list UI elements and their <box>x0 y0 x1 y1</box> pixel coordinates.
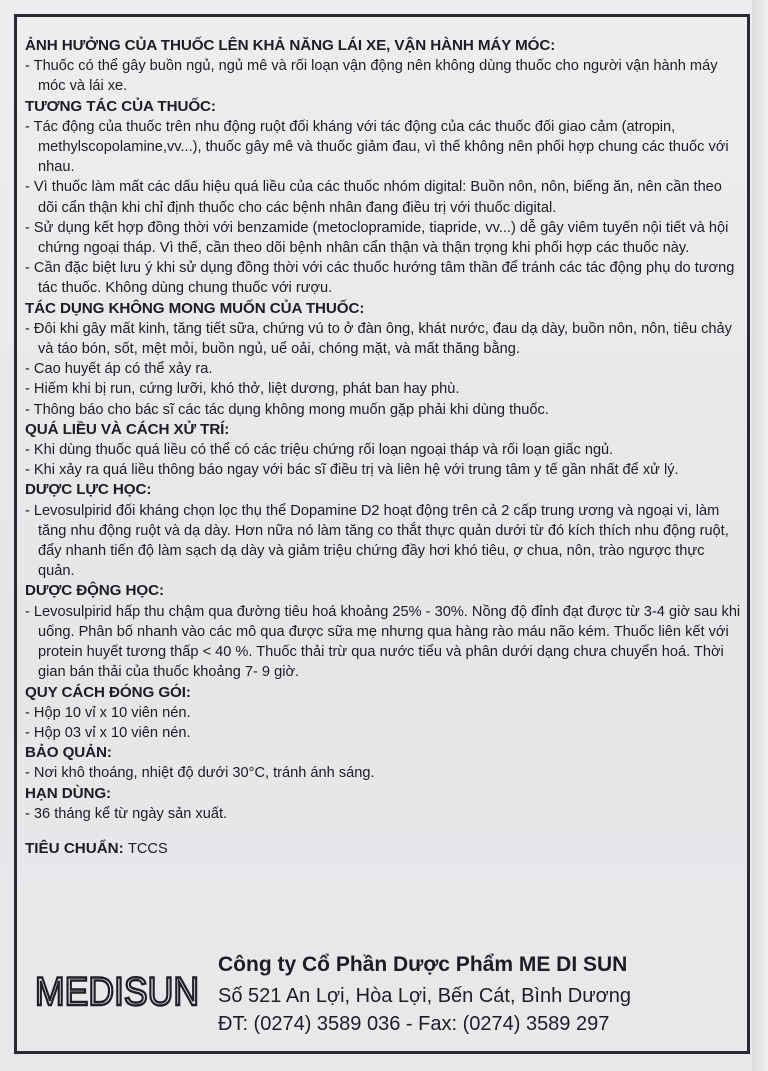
standard-line <box>25 839 743 859</box>
section-side-effects <box>25 299 743 420</box>
leaflet-content <box>25 36 743 875</box>
section-title: DƯỢC ĐỘNG HỌC: <box>25 582 164 600</box>
logo-text: MEDISUN <box>35 970 199 1011</box>
section-item: - Khi xảy ra quá liều thông báo ngay với bác sĩ điều trị và liên hệ với trung tâm y tế gần nhất để xử lý. <box>25 460 743 480</box>
standard-label: TIÊU CHUẨN: <box>25 840 124 858</box>
section-item: - Thông báo cho bác sĩ các tác dụng không mong muốn gặp phải khi dùng thuốc. <box>25 400 743 420</box>
company-phone: ĐT: (0274) 3589 036 - Fax: (0274) 3589 297 <box>218 1013 610 1035</box>
section-title: TÁC DỤNG KHÔNG MONG MUỐN CỦA THUỐC: <box>25 299 365 317</box>
section-storage <box>25 743 743 783</box>
section-item: - Hộp 03 vỉ x 10 viên nén. <box>25 723 743 743</box>
section-driving <box>25 36 743 97</box>
section-title: BẢO QUẢN: <box>25 744 112 762</box>
standard-value: TCCS <box>127 841 168 858</box>
section-item: - Cần đặc biệt lưu ý khi sử dụng đồng thời với các thuốc hướng tâm thần để tránh các tác động phụ do tương tác thuốc. Không dùng chung thuốc với rượu. <box>25 258 743 298</box>
section-item: - Levosulpirid hấp thu chậm qua đường tiêu hoá khoảng 25% - 30%. Nồng độ đỉnh đạt được từ 3-4 giờ sau khi uống. Phân bố nhanh vào các mô qua được sữa mẹ nhưng qua hàng rào máu não kém. Thuốc liên kết với protein huyết tương thấp < 40 %. Thuốc thải trừ qua nước tiểu và phân dưới dạng chưa chuyển hoá. Thời gian bán thải của thuốc khoảng 7- 9 giờ. <box>25 602 743 683</box>
section-item: - Levosulpirid đối kháng chọn lọc thụ thể Dopamine D2 hoạt động trên cả 2 cấp trung ương và ngoại vi, làm tăng nhu động ruột và dạ dày. Hơn nữa nó làm tăng co thắt thực quản dưới từ đó kích thích nhu động ruột, đẩy nhanh tiến độ làm sạch dạ dày và giảm triệu chứng đầy hơi khó tiêu, ợ chua, nôn, trào ngược thực quản. <box>25 501 743 582</box>
section-item: - Đôi khi gây mất kinh, tăng tiết sữa, chứng vú to ở đàn ông, khát nước, đau dạ dày, buồn nôn, nôn, tiêu chảy và táo bón, sốt, mệt mỏi, buồn ngủ, uể oải, chóng mặt, và mất thăng bằng. <box>25 319 743 359</box>
section-interactions <box>25 97 743 299</box>
section-item: - Tác động của thuốc trên nhu động ruột đối kháng với tác động của các thuốc đối giao cảm (atropin, methylscopolamine,vv...), thuốc gây mê và thuốc giảm đau, vì thế không nên phối hợp chung các thuốc với nhau. <box>25 117 743 178</box>
section-item: - Sử dụng kết hợp đồng thời với benzamide (metoclopramide, tiapride, vv...) dễ gây viêm tuyến nội tiết và hội chứng ngoại tháp. Vì thế, cần theo dõi bệnh nhân cẩn thận và thận trọng khi phối hợp các thuốc này. <box>25 218 743 258</box>
section-pharmacokinetics <box>25 581 743 682</box>
medisun-logo <box>33 969 203 1011</box>
paper-edge <box>752 0 768 1071</box>
section-title: ẢNH HƯỞNG CỦA THUỐC LÊN KHẢ NĂNG LÁI XE, VẬN HÀNH MÁY MÓC: <box>25 37 556 54</box>
section-item: - Nơi khô thoáng, nhiệt độ dưới 30°C, tránh ánh sáng. <box>25 763 743 783</box>
section-item: - 36 tháng kể từ ngày sản xuất. <box>25 804 743 824</box>
section-item: - Hiếm khi bị run, cứng lưỡi, khó thở, liệt dương, phát ban hay phù. <box>25 379 743 399</box>
section-title: QUY CÁCH ĐÓNG GÓI: <box>25 683 191 701</box>
section-packaging <box>25 683 743 744</box>
section-title: HẠN DÙNG: <box>25 784 111 802</box>
company-block <box>33 945 733 1043</box>
section-shelf-life <box>25 784 743 824</box>
section-overdose <box>25 420 743 481</box>
section-item: - Khi dùng thuốc quá liều có thể có các triệu chứng rối loạn ngoại tháp và rối loạn giấc ngủ. <box>25 440 743 460</box>
section-title: TƯƠNG TÁC CỦA THUỐC: <box>25 97 216 115</box>
section-item: - Vì thuốc làm mất các dấu hiệu quá liều của các thuốc nhóm digital: Buồn nôn, nôn, biếng ăn, nên cần theo dõi cẩn thận khi chỉ định thuốc cho các bệnh nhân đang điều trị với thuốc digital. <box>25 177 743 217</box>
section-item: - Cao huyết áp có thể xảy ra. <box>25 359 743 379</box>
company-name: Công ty Cổ Phần Dược Phẩm ME DI SUN <box>218 953 628 976</box>
section-pharmacodynamics <box>25 480 743 581</box>
section-item: - Hộp 10 vỉ x 10 viên nén. <box>25 703 743 723</box>
section-title: QUÁ LIỀU VÀ CÁCH XỬ TRÍ: <box>25 420 230 438</box>
company-address: Số 521 An Lợi, Hòa Lợi, Bến Cát, Bình Dương <box>218 985 631 1007</box>
section-title: DƯỢC LỰC HỌC: <box>25 481 152 499</box>
section-item: - Thuốc có thể gây buồn ngủ, ngủ mê và rối loạn vận động nên không dùng thuốc cho người vận hành máy móc và lái xe. <box>25 56 743 96</box>
